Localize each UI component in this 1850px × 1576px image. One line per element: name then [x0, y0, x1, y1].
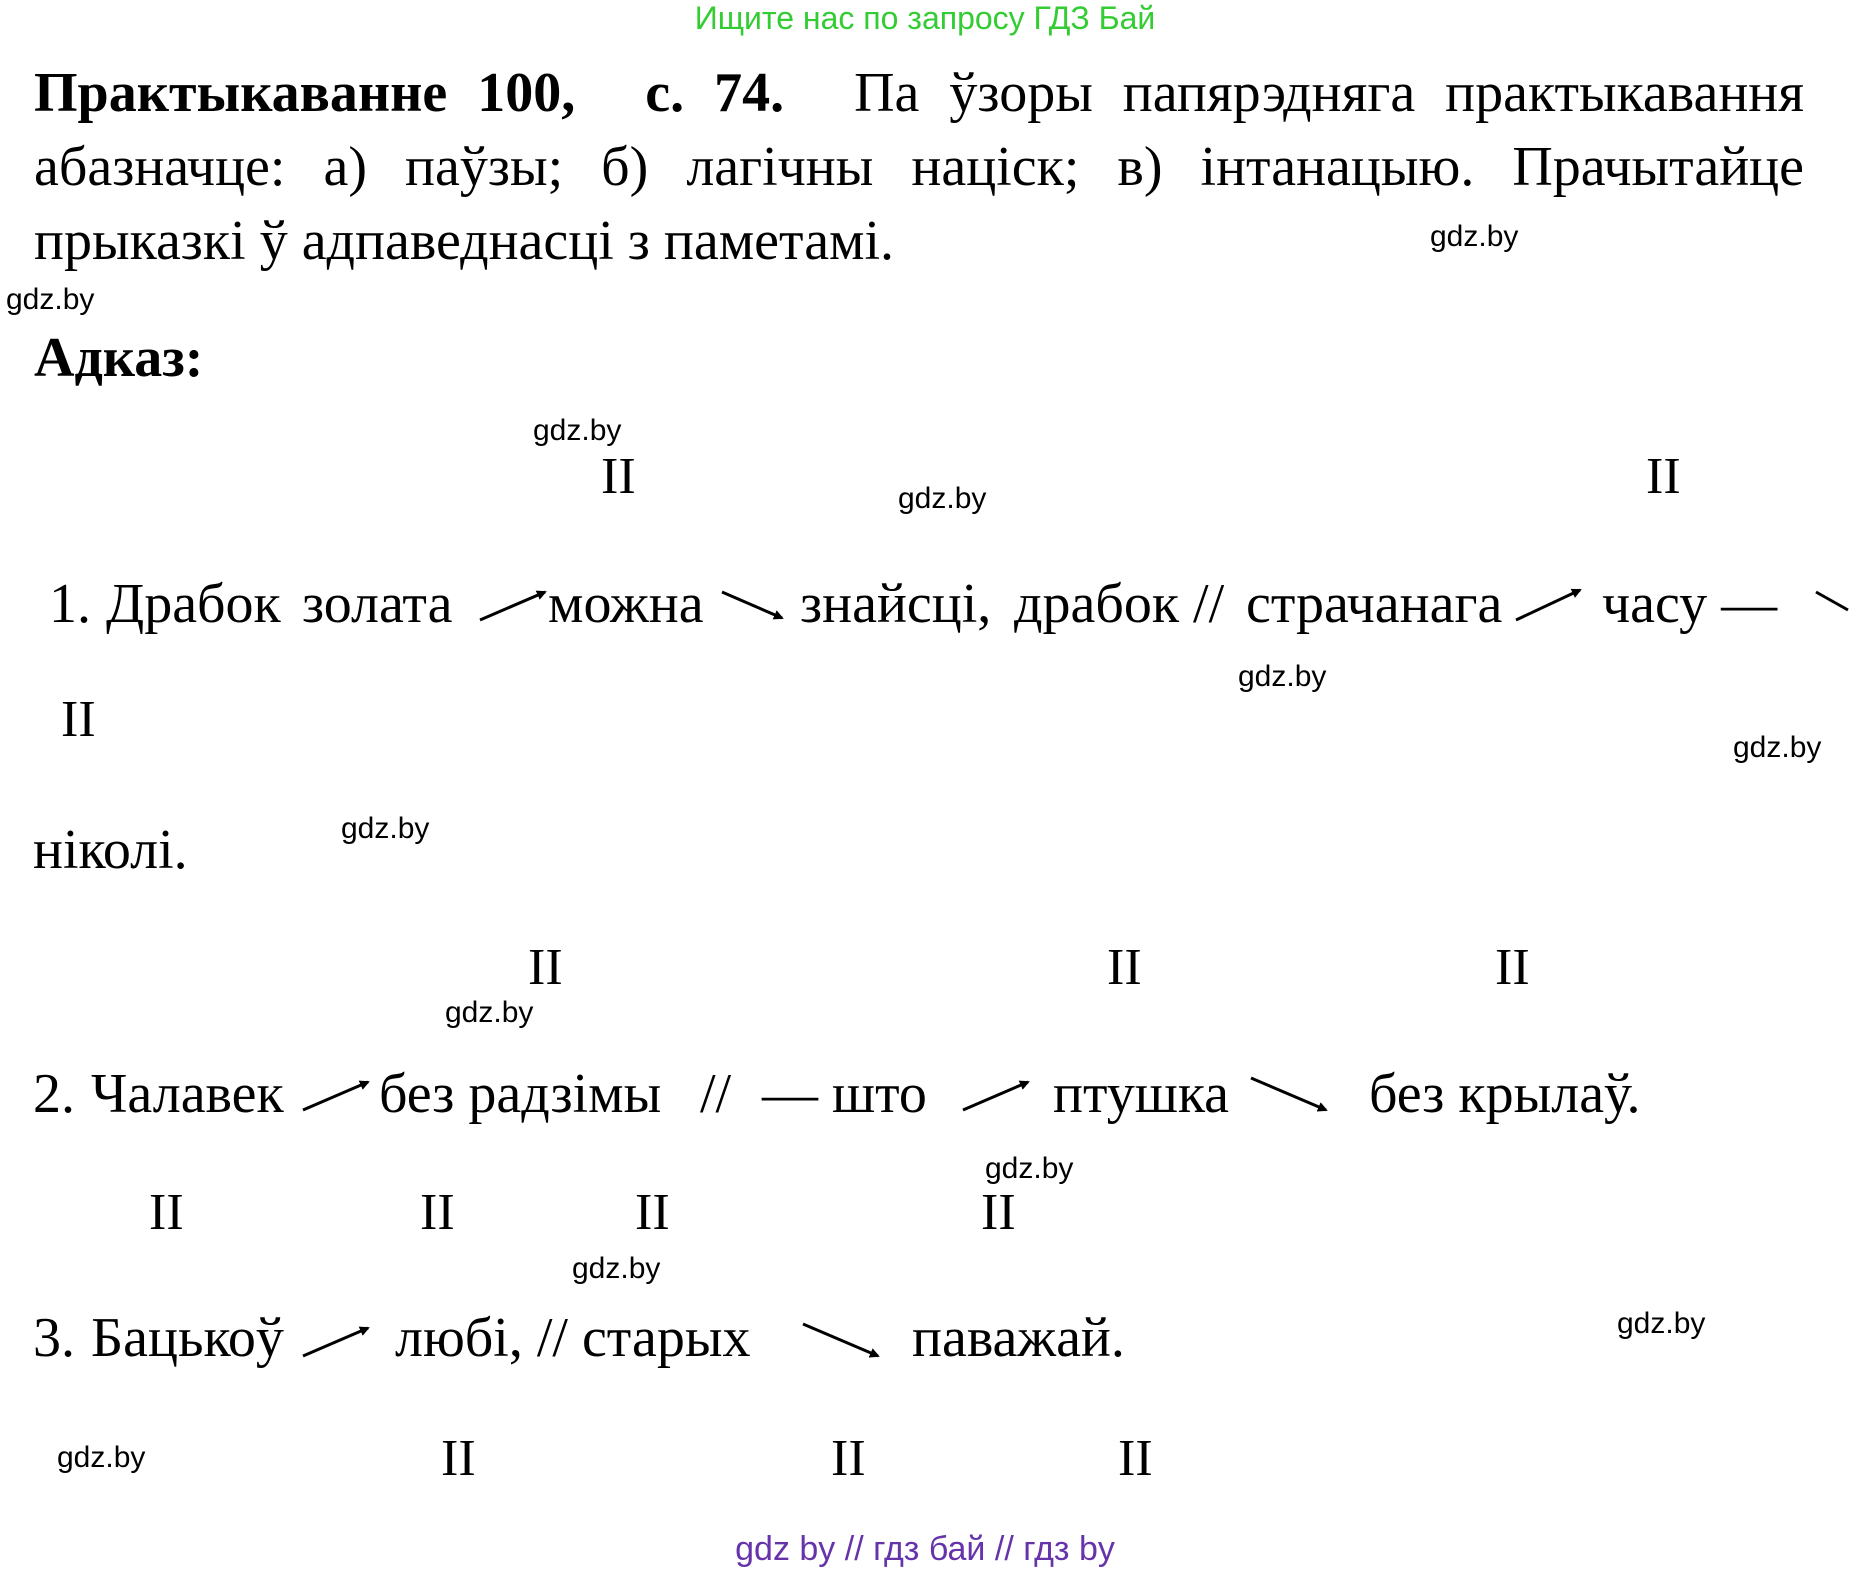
rising-arrow	[303, 1082, 368, 1110]
watermark: gdz.by	[572, 1252, 661, 1285]
watermark: gdz.by	[445, 996, 534, 1029]
pause-mark: II	[441, 1430, 476, 1487]
line-1-number: 1.	[49, 573, 91, 635]
watermark: gdz.by	[341, 812, 430, 845]
line-3-number: 3.	[33, 1307, 75, 1369]
falling-arrow	[1251, 1078, 1326, 1110]
falling-arrow	[722, 592, 782, 618]
watermark: gdz.by	[1617, 1307, 1706, 1340]
watermark: gdz.by	[533, 414, 622, 447]
line-2-word: //	[700, 1063, 732, 1125]
footer-links: gdz by // гдз бай // гдз by	[735, 1530, 1115, 1568]
line-1-word: ніколі.	[33, 819, 188, 881]
line-1-word: знайсці,	[800, 573, 992, 635]
pause-mark: II	[981, 1184, 1016, 1241]
rising-arrow	[303, 1328, 368, 1356]
pause-mark: II	[420, 1184, 455, 1241]
pause-mark: II	[635, 1184, 670, 1241]
line-2-word: Чалавек	[91, 1063, 284, 1125]
pause-mark: II	[1646, 448, 1681, 505]
line-2-word: без радзімы	[379, 1063, 662, 1125]
rising-arrow	[1516, 590, 1580, 620]
pause-mark: II	[149, 1184, 184, 1241]
task-page: с. 74.	[645, 62, 785, 124]
answer-label: Адказ:	[34, 327, 204, 389]
watermark: gdz.by	[57, 1441, 146, 1474]
top-banner: Ищите нас по запросу ГДЗ Бай	[694, 0, 1156, 36]
watermark: gdz.by	[985, 1152, 1074, 1185]
pause-mark: II	[1495, 939, 1530, 996]
pause-mark: II	[831, 1430, 866, 1487]
pause-mark: II	[528, 939, 563, 996]
falling-arrow	[803, 1324, 878, 1356]
line-1-word: драбок //	[1014, 573, 1225, 635]
task-text: Па ўзоры папярэдняга практыкавання абазначце: а) паўзы; б) лагічны націск; в) інтанацыю. Прачытайце прыказкі ў адпаведнасці з паметамі.	[34, 62, 1805, 272]
watermark: gdz.by	[6, 283, 95, 316]
rising-arrow	[963, 1082, 1028, 1110]
line-3-word: Бацькоў	[91, 1307, 284, 1369]
line-2-number: 2.	[33, 1063, 75, 1125]
line-2-word: без крылаў.	[1369, 1063, 1641, 1125]
line-3-word: паважай.	[912, 1307, 1125, 1369]
watermark: gdz.by	[898, 482, 987, 515]
rising-arrow	[480, 592, 545, 620]
watermark: gdz.by	[1430, 220, 1519, 253]
line-1-word: часу —	[1602, 573, 1778, 635]
line-2-word: — што	[762, 1063, 927, 1125]
line-1-word: можна	[548, 573, 704, 635]
line-3-word: любі, // старых	[395, 1307, 751, 1369]
falling-arrow	[1816, 592, 1848, 610]
line-1-word: Драбок	[106, 573, 281, 635]
line-2-word: птушка	[1053, 1063, 1230, 1125]
task-statement	[34, 56, 1804, 278]
task-label: Практыкаванне 100,	[34, 62, 576, 124]
pause-mark: II	[61, 691, 96, 748]
pause-mark: II	[1107, 939, 1142, 996]
watermark: gdz.by	[1238, 660, 1327, 693]
watermark: gdz.by	[1733, 731, 1822, 764]
pause-mark: II	[601, 448, 636, 505]
pause-mark: II	[1118, 1430, 1153, 1487]
line-1-word: золата	[302, 573, 453, 635]
line-1-word: страчанага	[1246, 573, 1503, 635]
